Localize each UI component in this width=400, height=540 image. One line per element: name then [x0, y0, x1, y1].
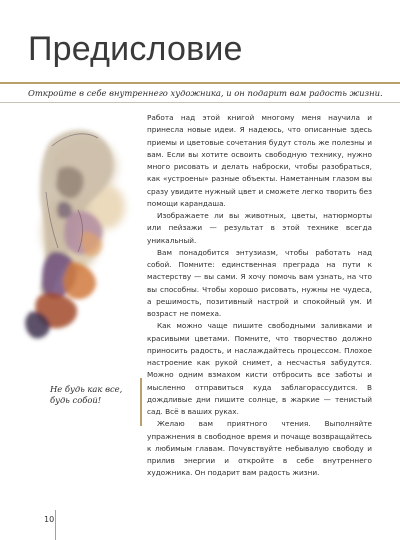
title-divider — [0, 82, 400, 84]
paragraph: Вам понадобится энтузиазм, чтобы работать над собой. Помните: единственная преграда на пути к мастерству — вы сами. Я хочу помочь вам узнать, на что вы способны. Чтобы хорошо рисовать, нужны не чудеса, а решимость, позитивный настрой и спокойный ум. И возраст не помеха. — [147, 247, 372, 318]
paragraph: Как можно чаще пишите свободными заливками и красивыми цветами. Помните, что творчество должно приносить радость, и наслаждайтесь процессом. Плохое настроение как рукой снимет, а несчастья забудутся. Можно одним взмахом кисти отбросить все заботы и мысленно отправиться куда заблагорассудится. В дождливые дни пишите солнце, в жаркие — тенистый сад. Всё в ваших руках. — [147, 321, 372, 416]
paragraph: Желаю вам приятного чтения. Выполняйте упражнения в свободное время и почаще возвращайтесь к любимым главам. Почувствуйте небывалую свободу и прилив энергии и откройте в себе внутреннего художника. Он подарит вам радость жизни. — [147, 419, 372, 478]
page-title: Предисловие — [28, 30, 243, 68]
watercolor-animal-illustration — [12, 112, 142, 352]
body-text — [147, 112, 372, 480]
subtitle-divider — [0, 102, 400, 103]
page-subtitle: Откройте в себе внутреннего художника, и он подарит вам радость жизни. — [28, 88, 383, 98]
side-quote: Не будь как все, будь собой! — [50, 384, 123, 405]
paragraph: Работа над этой книгой многому меня научила и принесла новые идеи. Я надеюсь, что описанные здесь приемы и цветовые сочетания будут столь же полезны и вам. Если вы хотите освоить свободную технику, нужно много рисовать и делать наброски, чтобы разобраться, как «устроены» разные объекты. Наметанным глазом вы сразу увидите нужный цвет и сможете легко творить без помощи карандаша. — [147, 113, 372, 208]
paragraph: Изображаете ли вы животных, цветы, натюрморты или пейзажи — результат в этой технике всегда уникальный. — [147, 211, 372, 245]
page-number: 10 — [44, 515, 55, 524]
side-quote-rule — [140, 378, 142, 426]
page-number-rule — [55, 510, 56, 540]
